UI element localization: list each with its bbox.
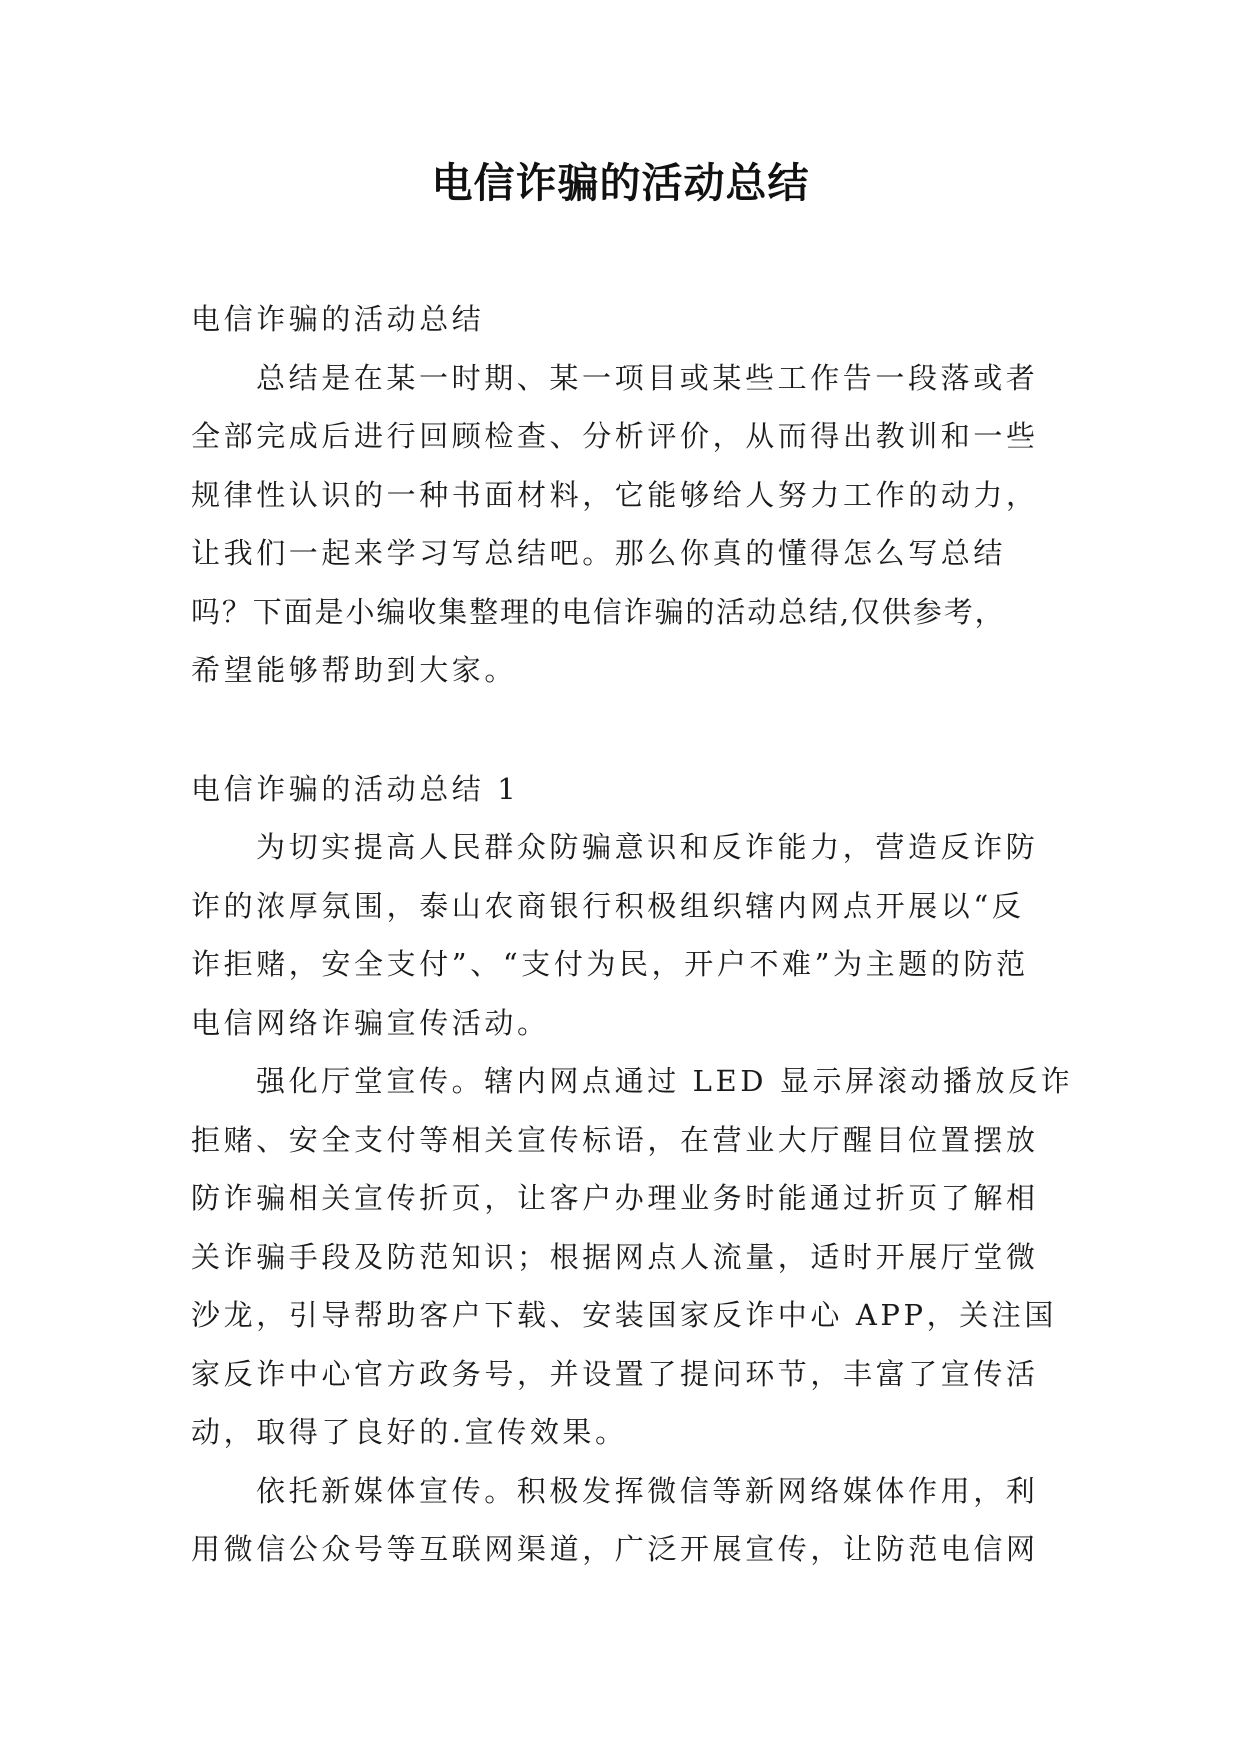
paragraph-line: 沙龙，引导帮助客户下载、安装国家反诈中心 APP，关注国: [191, 1298, 1057, 1332]
paragraph-line: 让我们一起来学习写总结吧。那么你真的懂得怎么写总结: [191, 536, 1007, 570]
paragraph-line: 用微信公众号等互联网渠道，广泛开展宣传，让防范电信网: [191, 1532, 1039, 1566]
paragraph-line: 全部完成后进行回顾检查、分析评价，从而得出教训和一些: [191, 419, 1039, 453]
section-spacer: [191, 700, 1063, 760]
document-title: 电信诈骗的活动总结: [431, 159, 810, 207]
paragraph-line: 家反诈中心官方政务号，并设置了提问环节，丰富了宣传活: [191, 1356, 1039, 1391]
paragraph-line: 依托新媒体宣传。积极发挥微信等新网络媒体作用，利: [256, 1473, 1039, 1508]
paragraph-line: 吗？下面是小编收集整理的电信诈骗的活动总结,仅供参考，: [191, 594, 1006, 629]
paragraph-line: 为切实提高人民群众防骗意识和反诈能力，营造反诈防: [256, 830, 1039, 864]
paragraph-line: 诈拒赌，安全支付”、“支付为民，开户不难”为主题的防范: [191, 947, 1029, 981]
paragraph-line: 强化厅堂宣传。辖内网点通过 LED 显示屏滚动播放反诈: [256, 1064, 1074, 1098]
paragraph-line: 希望能够帮助到大家。: [191, 653, 518, 687]
paragraph-line: 诈的浓厚氛围，泰山农商银行积极组织辖内网点开展以“反: [191, 888, 1025, 923]
paragraph-line: 关诈骗手段及防范知识；根据网点人流量，适时开展厅堂微: [191, 1239, 1039, 1274]
paragraph-line: 拒赌、安全支付等相关宣传标语，在营业大厅醒目位置摆放: [191, 1122, 1039, 1157]
section-heading: 电信诈骗的活动总结 1: [191, 771, 520, 806]
document-body: [191, 290, 1074, 1579]
paragraph-line: 规律性认识的一种书面材料，它能够给人努力工作的动力，: [191, 477, 1039, 512]
paragraph-line: 总结是在某一时期、某一项目或某些工作告一段落或者: [256, 360, 1039, 395]
paragraph-line: 动，取得了良好的.宣传效果。: [191, 1415, 628, 1449]
paragraph-line: 电信网络诈骗宣传活动。: [191, 1005, 550, 1040]
section-heading: 电信诈骗的活动总结: [191, 302, 485, 336]
paragraph-line: 防诈骗相关宣传折页，让客户办理业务时能通过折页了解相: [191, 1181, 1039, 1215]
